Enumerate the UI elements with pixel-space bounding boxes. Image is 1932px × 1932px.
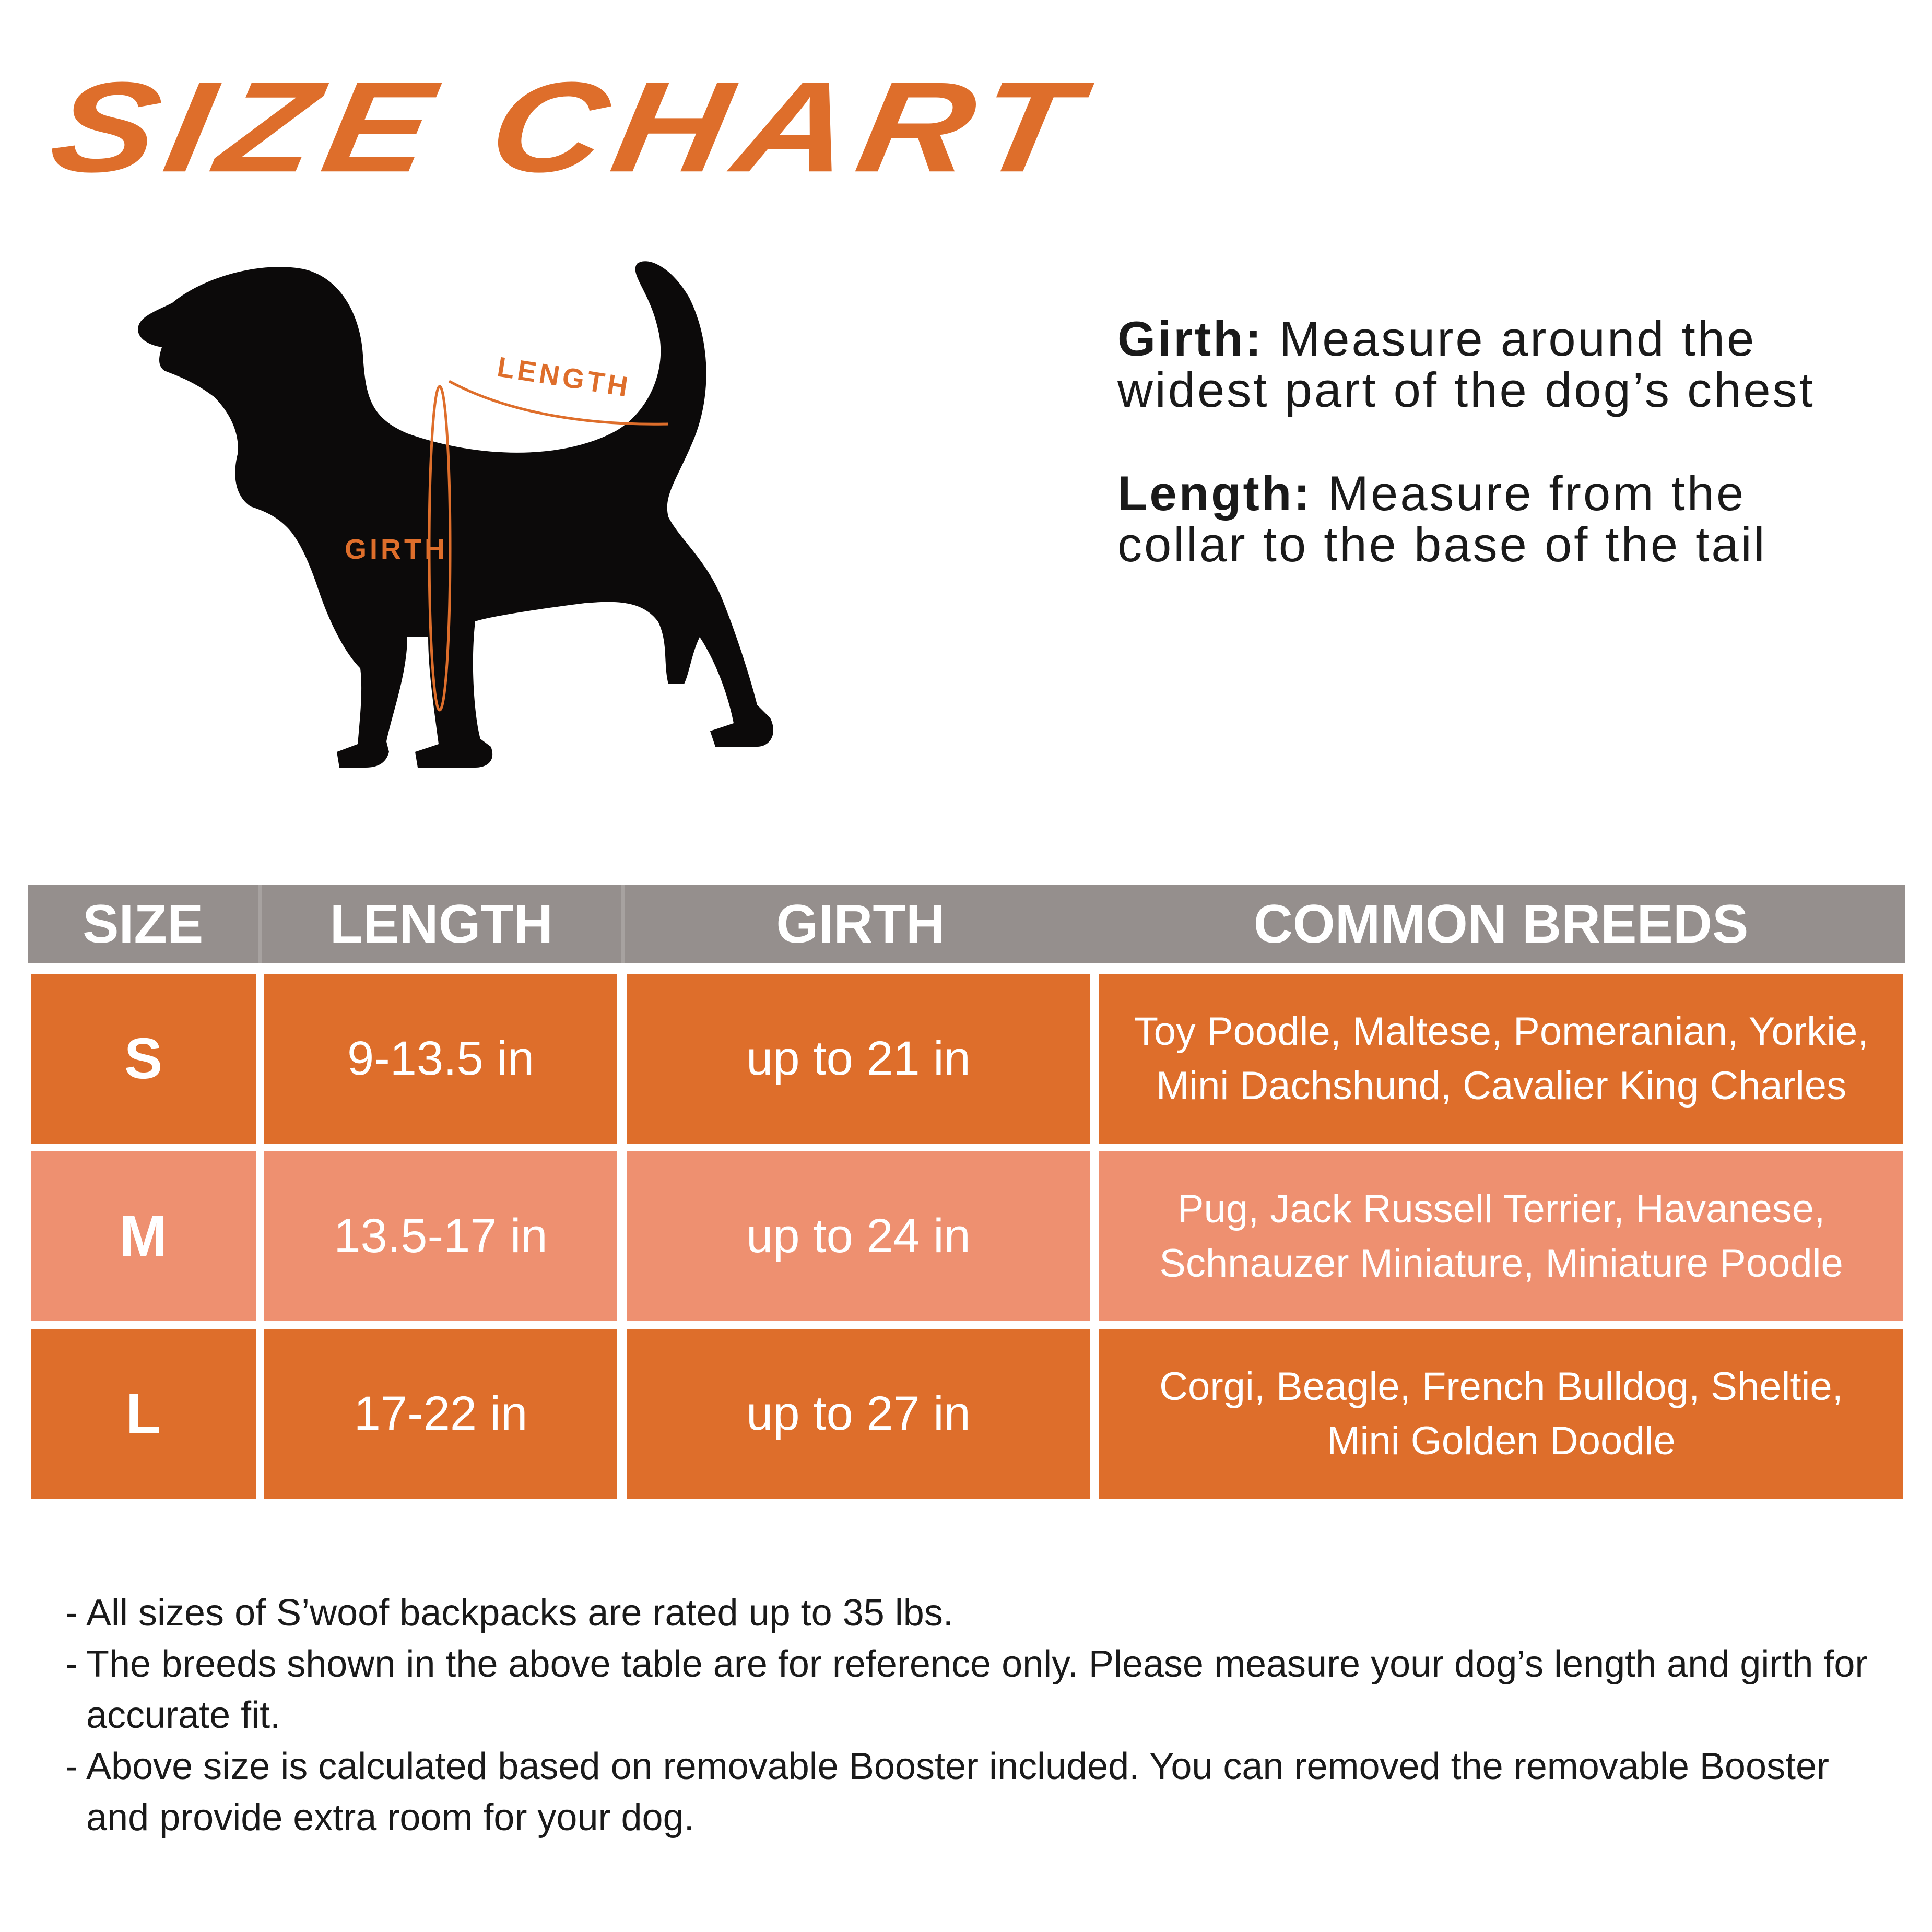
- length-term: Length:: [1117, 466, 1312, 521]
- girth-definition: [1117, 313, 1869, 416]
- header-common-breeds: COMMON BREEDS: [1253, 893, 1749, 955]
- girth-cell: up to 24 in: [627, 1151, 1090, 1321]
- size-cell: L: [31, 1329, 256, 1499]
- footnotes: [65, 1587, 1893, 1843]
- length-definition: [1117, 468, 1869, 570]
- girth-label: GIRTH: [345, 534, 448, 565]
- girth-text: Measure around the widest part of the dog’s chest: [1117, 311, 1815, 417]
- header-girth: GIRTH: [776, 893, 945, 955]
- breeds-cell: [1099, 1329, 1903, 1499]
- length-label: LENGTH: [495, 351, 633, 404]
- measurement-definitions: [1117, 313, 1869, 622]
- footnote-item: - Above size is calculated based on removable Booster included. You can removed the removable Booster and provide extra room for your dog.: [65, 1741, 1893, 1843]
- girth-cell: up to 21 in: [627, 974, 1090, 1144]
- breeds-line: Mini Dachshund, Cavalier King Charles: [1156, 1063, 1847, 1108]
- table-header-row: [28, 885, 1905, 963]
- header-size: SIZE: [28, 885, 262, 963]
- length-cell: 13.5-17 in: [264, 1151, 617, 1321]
- header-length: LENGTH: [262, 885, 625, 963]
- breeds-line: Pug, Jack Russell Terrier, Havanese,: [1177, 1186, 1825, 1231]
- breeds-line: Mini Golden Doodle: [1327, 1418, 1676, 1463]
- page-title: SIZE CHART: [41, 55, 1098, 199]
- table-row: [28, 974, 1905, 1144]
- breeds-cell: [1099, 974, 1903, 1144]
- girth-cell: up to 27 in: [627, 1329, 1090, 1499]
- dog-silhouette: [138, 261, 773, 768]
- length-cell: 17-22 in: [264, 1329, 617, 1499]
- footnote-item: - All sizes of S’woof backpacks are rated up to 35 lbs.: [65, 1587, 1893, 1639]
- breeds-line: Schnauzer Miniature, Miniature Poodle: [1159, 1241, 1843, 1286]
- dog-measurement-diagram: [115, 225, 888, 867]
- footnote-item: - The breeds shown in the above table are for reference only. Please measure your dog’s length and girth for accurate fit.: [65, 1639, 1893, 1741]
- length-text: Measure from the collar to the base of the tail: [1117, 466, 1767, 572]
- size-cell: S: [31, 974, 256, 1144]
- girth-term: Girth:: [1117, 311, 1264, 366]
- length-cell: 9-13.5 in: [264, 974, 617, 1144]
- breeds-cell: [1099, 1151, 1903, 1321]
- breeds-line: Corgi, Beagle, French Bulldog, Sheltie,: [1159, 1364, 1843, 1409]
- table-row: [28, 1151, 1905, 1321]
- size-cell: M: [31, 1151, 256, 1321]
- table-row: [28, 1329, 1905, 1499]
- size-table: [28, 885, 1905, 1463]
- breeds-line: Toy Poodle, Maltese, Pomeranian, Yorkie,: [1134, 1009, 1869, 1054]
